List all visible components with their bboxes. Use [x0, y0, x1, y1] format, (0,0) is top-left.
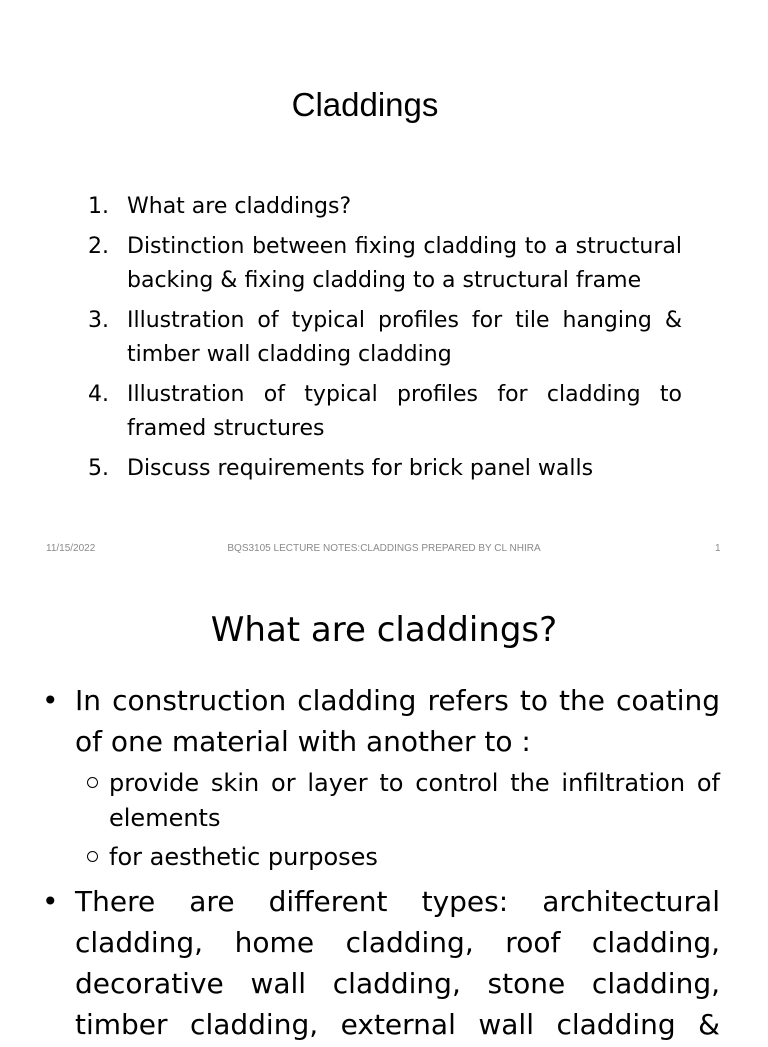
hollow-circle-bullet-icon	[87, 777, 98, 788]
sub-bullet-list	[75, 766, 720, 875]
agenda-item-number: 1.	[88, 194, 109, 219]
bullet-text: In construction cladding refers to the coating of one material with another to :	[75, 684, 720, 758]
hollow-circle-bullet-icon	[87, 851, 98, 862]
agenda-item-number: 3.	[88, 308, 109, 333]
agenda-item-text: Illustration of typical profiles for tile hanging & timber wall cladding cladding	[127, 308, 682, 367]
bullet-dot-icon: •	[42, 885, 59, 918]
agenda-item-number: 5.	[88, 456, 109, 481]
bullet-dot-icon: •	[42, 684, 59, 717]
footer-course-note: BQS3105 LECTURE NOTES:CLADDINGS PREPARED BY CL NHIRA	[227, 543, 541, 554]
agenda-item-3	[88, 304, 682, 372]
agenda-item-1	[88, 190, 682, 224]
agenda-item-text: What are claddings?	[127, 194, 352, 219]
footer-page-number: 1	[715, 543, 721, 554]
agenda-item-number: 4.	[88, 382, 109, 407]
agenda-item-4	[88, 378, 682, 446]
slide-title: What are claddings?	[210, 610, 558, 650]
bullet-item-2	[40, 881, 720, 1045]
bullet-text: There are different types: architectural cladding, home cladding, roof cladding, decorative wall cladding, stone cladding, timber cladding, external wall cladding &	[75, 885, 720, 1041]
bullet-list	[40, 680, 720, 1047]
slide-2	[0, 576, 768, 1041]
sub-bullet-item-1	[75, 766, 720, 836]
agenda-item-text: Distinction between fixing cladding to a structural backing & fixing cladding to a structural frame	[127, 234, 682, 293]
agenda-item-text: Illustration of typical profiles for cladding to framed structures	[127, 382, 682, 441]
agenda-item-number: 2.	[88, 234, 109, 259]
agenda-item-text: Discuss requirements for brick panel walls	[127, 456, 594, 481]
bullet-item-1	[40, 680, 720, 875]
agenda-item-2	[88, 230, 682, 298]
sub-bullet-item-2	[75, 840, 720, 875]
footer-date: 11/15/2022	[46, 543, 96, 554]
sub-bullet-text: provide skin or layer to control the infiltration of elements	[109, 769, 720, 832]
sub-bullet-text: for aesthetic purposes	[109, 843, 378, 871]
agenda-item-5	[88, 452, 682, 486]
agenda-list	[88, 190, 682, 492]
slide-title: Claddings	[291, 86, 439, 123]
